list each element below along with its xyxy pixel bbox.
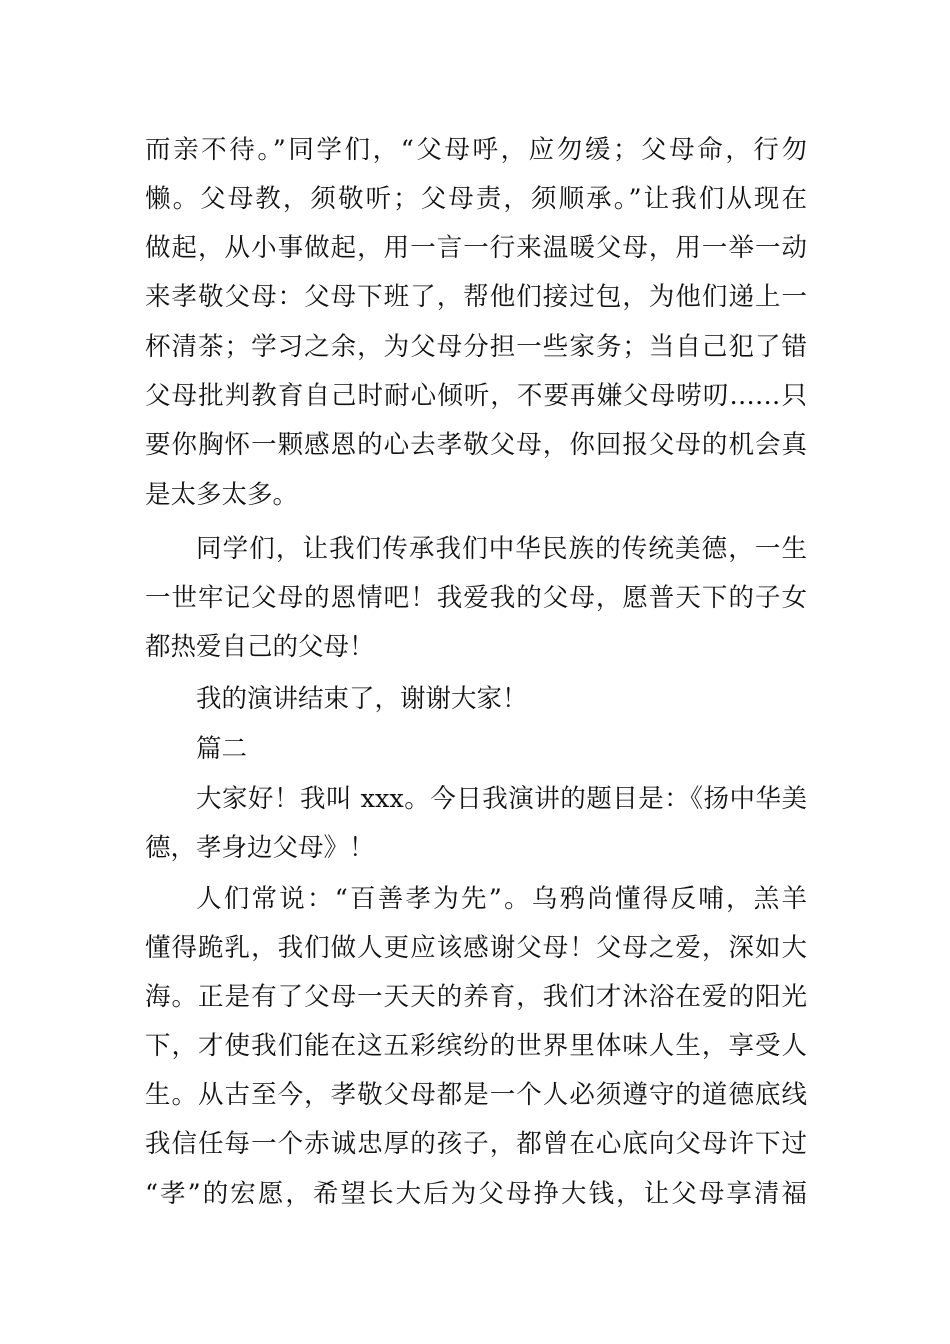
text-line: 懒。父母教，须敬听；父母责，须顺承。”让我们从现在	[145, 184, 807, 214]
closing-line: 我的演讲结束了，谢谢大家！	[196, 684, 528, 714]
text-line: 杯清茶；学习之余，为父母分担一些家务；当自己犯了错	[145, 332, 807, 362]
paragraph-first-line: 人们常说：“百善孝为先”。乌鸦尚懂得反哺，羔羊	[196, 884, 807, 914]
text-line: 德，孝身边父母》！	[145, 833, 375, 863]
text-line: “孝”的宏愿，希望长大后为父母挣大钱，让父母享清福	[145, 1179, 807, 1209]
text-line: 生。从古至今，孝敬父母都是一个人必须遵守的道德底线	[145, 1080, 807, 1110]
text-line: 是太多太多。	[145, 480, 299, 510]
text-line: 父母批判教育自己时耐心倾听，不要再嫌父母唠叨……只	[145, 381, 807, 411]
text-line: 我信任每一个赤诚忠厚的孩子，都曾在心底向父母许下过	[145, 1129, 807, 1159]
paragraph-first-line: 同学们，让我们传承我们中华民族的传统美德，一生	[196, 534, 807, 564]
text-line: 海。正是有了父母一天天的养育，我们才沐浴在爱的阳光	[145, 982, 807, 1012]
text-line: 要你胸怀一颗感恩的心去孝敬父母，你回报父母的机会真	[145, 430, 807, 460]
text-line: 都热爱自己的父母！	[145, 632, 375, 662]
paragraph-first-line: 大家好！我叫 xxx。今日我演讲的题目是：《扬中华美	[196, 784, 807, 814]
text-line: 一世牢记父母的恩情吧！我爱我的父母，愿普天下的子女	[145, 583, 807, 613]
text-line: 懂得跪乳，我们做人更应该感谢父母！父母之爱，深如大	[145, 933, 807, 963]
text-line: 而亲不待。”同学们，“父母呼，应勿缓；父母命，行勿	[145, 135, 807, 165]
section-heading: 篇二	[196, 734, 248, 764]
text-line: 下，才使我们能在这五彩缤纷的世界里体味人生，享受人	[145, 1031, 807, 1061]
text-line: 做起，从小事做起，用一言一行来温暖父母，用一举一动	[145, 233, 807, 263]
text-line: 来孝敬父母：父母下班了，帮他们接过包，为他们递上一	[145, 282, 807, 312]
